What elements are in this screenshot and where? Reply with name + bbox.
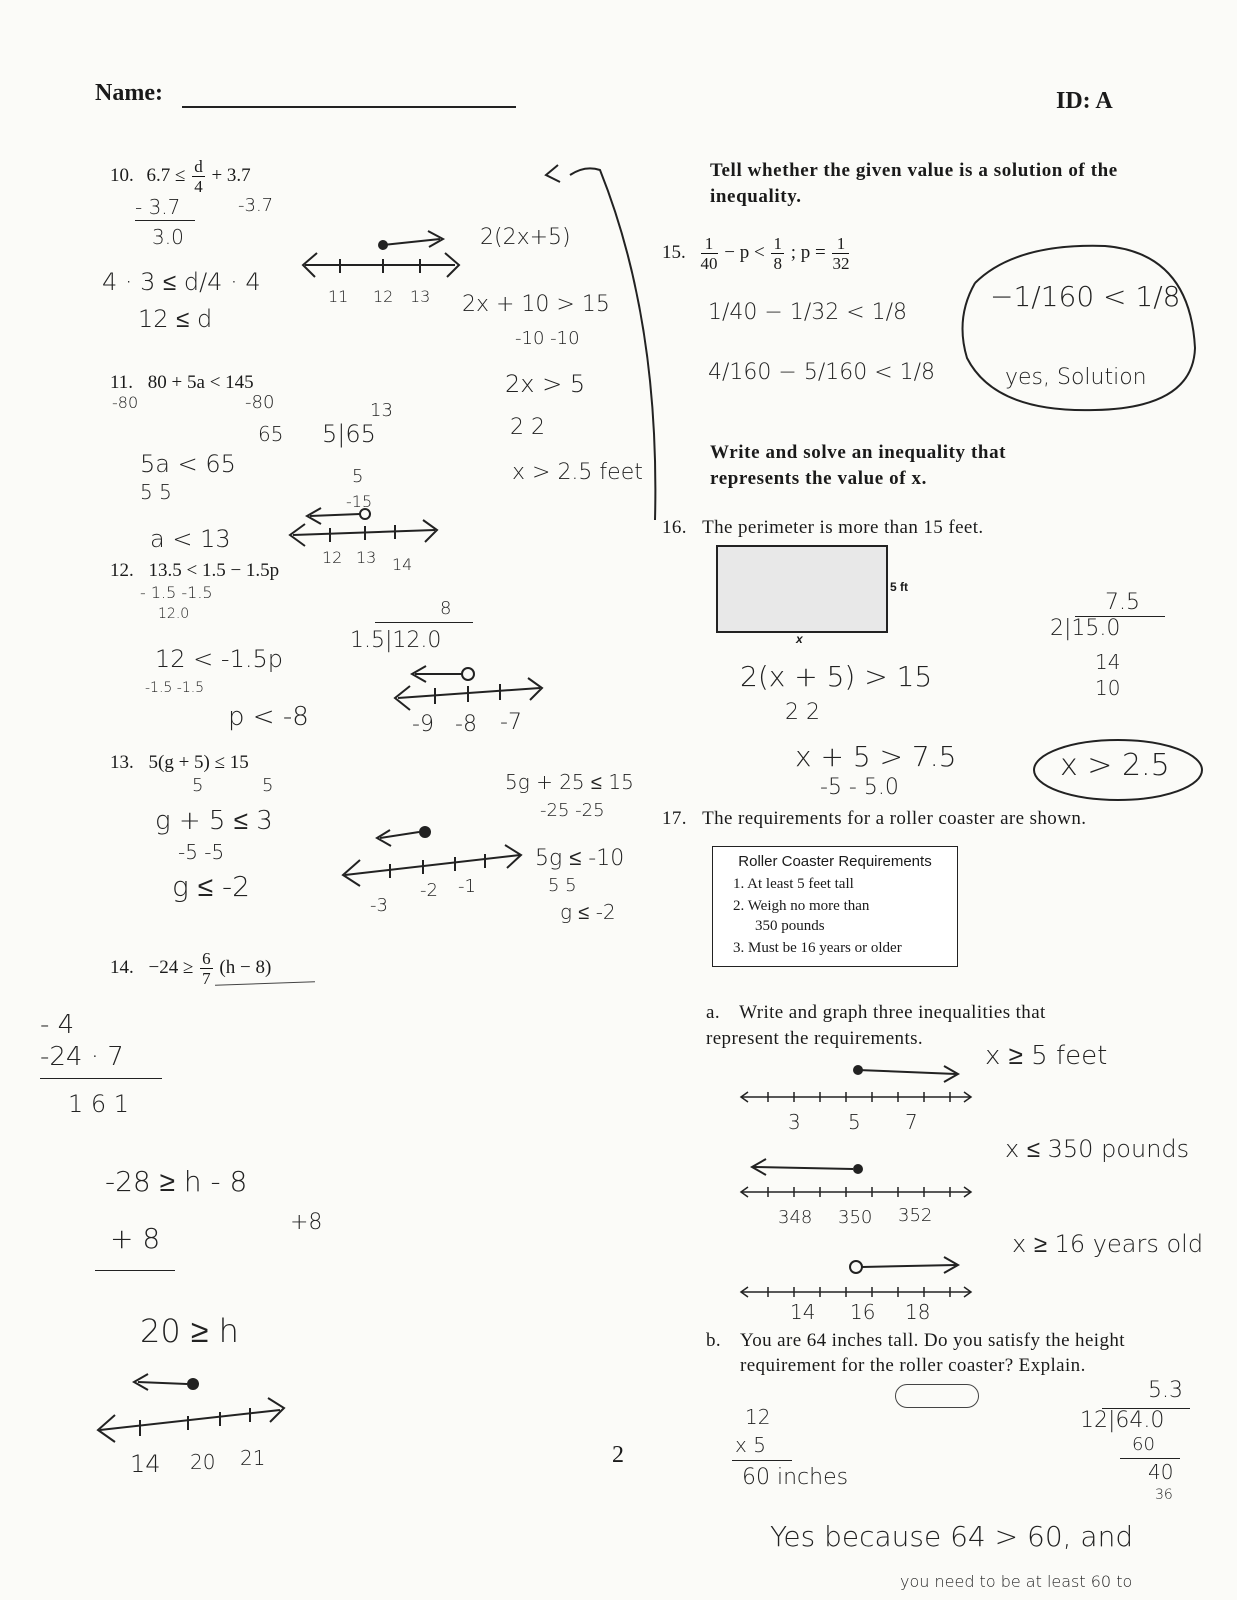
work-17-e: x 5 bbox=[735, 1433, 766, 1457]
nl-17c-label-3: 18 bbox=[905, 1300, 931, 1324]
problem-15-fraction-2: $\frac{1}{8}$ bbox=[773, 234, 782, 273]
nl-17b-label-1: 348 bbox=[778, 1207, 813, 1228]
problem-15-middle: − p < bbox=[724, 241, 765, 263]
work-16-e: x > 2.5 bbox=[1060, 748, 1170, 783]
work-13-b: 5 bbox=[262, 775, 274, 796]
work-13-g: -25 -25 bbox=[540, 800, 605, 821]
problem-10 bbox=[110, 158, 251, 195]
work-11-c: 65 bbox=[258, 422, 284, 446]
nl-17c-label-1: 14 bbox=[790, 1300, 816, 1324]
work-12-e: p < -8 bbox=[228, 702, 309, 732]
problem-15-fraction-3: $\frac{1}{32}$ bbox=[832, 234, 850, 273]
part-b bbox=[706, 1328, 1126, 1378]
work-10-a: - 3.7 bbox=[135, 195, 181, 219]
work-13-f: 5g + 25 ≤ 15 bbox=[505, 770, 634, 794]
work-13-c: g + 5 ≤ 3 bbox=[155, 806, 273, 836]
problem-10-rhs: + 3.7 bbox=[211, 164, 251, 186]
part-a-text: Write and graph three inequalities that represent the requirements. bbox=[706, 1002, 1046, 1049]
work-17-f: 60 inches bbox=[742, 1465, 849, 1490]
work-15-b: 4/160 − 5/160 < 1/8 bbox=[708, 360, 936, 385]
nl-12-label-3: -7 bbox=[500, 710, 522, 735]
work-15-circle bbox=[955, 238, 1205, 423]
work-16-b: 2 2 bbox=[785, 700, 820, 725]
problem-10-number: 10. bbox=[110, 164, 134, 186]
nl-13-label-2: -2 bbox=[420, 880, 438, 901]
part-b-text: You are 64 inches tall. Do you satisfy the height requirement for the roller coaster? Explain. bbox=[740, 1330, 1125, 1376]
rectangle-figure bbox=[716, 545, 888, 633]
work-13-i: 5 5 bbox=[548, 875, 577, 896]
number-line-17-a bbox=[738, 1060, 978, 1110]
work-13-h: 5g ≤ -10 bbox=[535, 846, 625, 871]
work-17-k: 36 bbox=[1155, 1487, 1173, 1503]
problem-12-number: 12. bbox=[110, 560, 134, 581]
instruction-tell-solution: Tell whether the given value is a solution of the inequality. bbox=[710, 160, 1118, 207]
work-14-a: - 4 bbox=[40, 1010, 75, 1040]
work-11-e: 5 5 bbox=[140, 480, 172, 504]
work-11-b: -80 bbox=[245, 392, 275, 413]
nl-12-label-1: -9 bbox=[412, 712, 434, 737]
side-work-4: 2x > 5 bbox=[505, 370, 586, 398]
work-17-l: Yes because 64 > 60, and bbox=[770, 1520, 1134, 1553]
side-work-1: 2(2x+5) bbox=[480, 225, 571, 250]
nl-12-label-2: -8 bbox=[455, 712, 477, 737]
work-17-c: x ≥ 16 years old bbox=[1012, 1230, 1204, 1258]
problem-11 bbox=[110, 372, 254, 394]
side-arrow bbox=[540, 160, 680, 540]
work-14-f: +8 bbox=[290, 1210, 323, 1235]
work-16-h: 14 bbox=[1095, 650, 1121, 674]
problem-14-rhs: (h − 8) bbox=[219, 956, 272, 978]
work-10-e: 12 ≤ d bbox=[138, 305, 213, 333]
nl-17a-label-2: 5 bbox=[848, 1110, 861, 1134]
work-17-g: 5.3 bbox=[1148, 1378, 1183, 1403]
work-13-a: 5 bbox=[192, 775, 204, 796]
problem-17 bbox=[662, 808, 1086, 830]
work-17-i: 60 bbox=[1132, 1434, 1155, 1455]
work-11-j: -15 bbox=[346, 492, 373, 511]
work-13-j: g ≤ -2 bbox=[560, 900, 616, 924]
side-work-2: 2x + 10 > 15 bbox=[462, 292, 610, 317]
problem-16 bbox=[662, 517, 984, 539]
nl-10-label-1: 11 bbox=[328, 287, 349, 306]
work-15-c: −1/160 < 1/8 bbox=[990, 280, 1181, 313]
work-16-i: 10 bbox=[1095, 676, 1121, 700]
work-16-g: 2|15.0 bbox=[1050, 616, 1121, 641]
problem-14 bbox=[110, 950, 271, 987]
scribble-out bbox=[895, 1384, 979, 1408]
nl-11-label-3: 14 bbox=[392, 555, 413, 574]
work-17-d: 12 bbox=[745, 1405, 771, 1429]
requirement-2-cont: 350 pounds bbox=[755, 918, 825, 934]
problem-13-number: 13. bbox=[110, 752, 134, 773]
work-15-a: 1/40 − 1/32 < 1/8 bbox=[708, 300, 908, 325]
part-a-label: a. bbox=[706, 1002, 720, 1023]
problem-13-expression: 5(g + 5) ≤ 15 bbox=[148, 752, 249, 773]
work-14-d: -28 ≥ h - 8 bbox=[105, 1165, 248, 1198]
work-16-d: -5 - 5.0 bbox=[820, 775, 899, 800]
name-label: Name: bbox=[95, 80, 163, 106]
number-line-12 bbox=[390, 660, 550, 720]
work-12-f: 8 bbox=[440, 598, 452, 619]
work-15-d: yes, Solution bbox=[1005, 365, 1147, 390]
requirement-1: 1. At least 5 feet tall bbox=[733, 876, 854, 892]
work-17-b: x ≤ 350 pounds bbox=[1005, 1135, 1190, 1163]
work-11-f: a < 13 bbox=[150, 525, 231, 553]
work-14-b: -24 · 7 bbox=[40, 1042, 124, 1072]
rectangle-side-label: 5 ft bbox=[890, 580, 908, 594]
side-work-3: -10 -10 bbox=[515, 328, 580, 349]
problem-12-expression: 13.5 < 1.5 − 1.5p bbox=[148, 560, 280, 581]
problem-14-fraction: $\frac{6}{7}$ bbox=[202, 949, 211, 988]
work-17-bracket bbox=[1102, 1408, 1190, 1409]
problem-12 bbox=[110, 560, 279, 582]
nl-13-label-1: -3 bbox=[370, 895, 388, 916]
work-12-g: 1.5|12.0 bbox=[350, 628, 442, 653]
side-work-6: x > 2.5 feet bbox=[512, 460, 643, 485]
nl-11-label-2: 13 bbox=[356, 548, 377, 567]
nl-11-label-1: 12 bbox=[322, 548, 343, 567]
work-14-rule-1 bbox=[40, 1078, 162, 1079]
problem-15-fraction-1: $\frac{1}{40}$ bbox=[700, 234, 718, 273]
part-b-label: b. bbox=[706, 1330, 722, 1351]
problem-16-text: The perimeter is more than 15 feet. bbox=[702, 517, 984, 538]
work-17-m: you need to be at least 60 to bbox=[900, 1572, 1133, 1591]
work-17-rule-2 bbox=[1120, 1458, 1180, 1459]
problem-17-text: The requirements for a roller coaster are shown. bbox=[702, 808, 1087, 829]
problem-16-number: 16. bbox=[662, 517, 687, 538]
problem-17-number: 17. bbox=[662, 808, 687, 829]
problem-13 bbox=[110, 752, 249, 774]
work-17-h: 12|64.0 bbox=[1080, 1408, 1165, 1433]
problem-14-number: 14. bbox=[110, 956, 134, 978]
work-14-e: + 8 bbox=[110, 1222, 161, 1255]
work-16-f: 7.5 bbox=[1105, 590, 1140, 615]
problem-14-lhs: −24 ≥ bbox=[148, 956, 194, 978]
work-14-c: 1 6 1 bbox=[68, 1090, 130, 1118]
rectangle-bottom-label: x bbox=[796, 632, 803, 646]
work-11-g: 13 bbox=[370, 400, 393, 421]
work-12-b: 12.0 bbox=[158, 606, 190, 622]
work-12-c: 12 < -1.5p bbox=[155, 645, 283, 673]
nl-14-label-3: 21 bbox=[240, 1446, 266, 1470]
work-11-i: 5 bbox=[352, 466, 364, 487]
problem-15-separator: ; p = bbox=[790, 241, 826, 263]
requirements-title: Roller Coaster Requirements bbox=[738, 853, 932, 870]
nl-17a-label-1: 3 bbox=[788, 1110, 801, 1134]
requirement-3: 3. Must be 16 years or older bbox=[733, 940, 902, 956]
work-16-c: x + 5 > 7.5 bbox=[795, 740, 957, 773]
work-12-bracket bbox=[375, 622, 473, 623]
work-12-a: - 1.5 -1.5 bbox=[140, 583, 213, 602]
requirement-2: 2. Weigh no more than bbox=[733, 898, 870, 914]
page-number: 2 bbox=[612, 1442, 624, 1468]
nl-14-label-1: 14 bbox=[130, 1450, 161, 1478]
work-14-rule-2 bbox=[95, 1270, 175, 1271]
number-line-14 bbox=[90, 1370, 300, 1450]
problem-10-fraction: $\frac{d}{4}$ bbox=[194, 157, 203, 196]
work-13-d: -5 -5 bbox=[178, 840, 225, 864]
work-10-rule bbox=[135, 220, 195, 221]
problem-11-expression: 80 + 5a < 145 bbox=[147, 372, 254, 393]
work-12-d: -1.5 -1.5 bbox=[145, 680, 205, 696]
nl-10-label-2: 12 bbox=[373, 287, 394, 306]
work-17-rule bbox=[732, 1460, 792, 1461]
nl-10-label-3: 13 bbox=[410, 287, 431, 306]
number-line-17-b bbox=[738, 1155, 978, 1205]
id-label: ID: A bbox=[1056, 88, 1113, 114]
work-13-e: g ≤ -2 bbox=[172, 870, 250, 903]
work-17-j: 40 bbox=[1148, 1460, 1174, 1484]
work-16-bracket bbox=[1075, 616, 1165, 617]
nl-13-label-3: -1 bbox=[458, 876, 476, 897]
work-11-h: 5|65 bbox=[322, 420, 376, 448]
problem-15-number: 15. bbox=[662, 241, 686, 263]
problem-15 bbox=[662, 235, 851, 272]
nl-14-label-2: 20 bbox=[190, 1450, 216, 1474]
requirements-box bbox=[712, 846, 958, 967]
work-17-a: x ≥ 5 feet bbox=[985, 1041, 1108, 1071]
problem-10-lhs: 6.7 ≤ bbox=[146, 164, 186, 186]
problem-11-number: 11. bbox=[110, 372, 134, 393]
work-10-c: -3.7 bbox=[238, 195, 274, 216]
number-line-17-c bbox=[738, 1255, 978, 1305]
nl-17b-label-3: 352 bbox=[898, 1205, 933, 1226]
nl-17c-label-2: 16 bbox=[850, 1300, 876, 1324]
work-14-g: 20 ≥ h bbox=[140, 1312, 239, 1350]
instruction-write-solve: Write and solve an inequality that represents the value of x. bbox=[710, 442, 1007, 489]
nl-17b-label-2: 350 bbox=[838, 1207, 873, 1228]
work-11-d: 5a < 65 bbox=[140, 450, 236, 478]
work-10-b: 3.0 bbox=[152, 225, 184, 249]
work-16-a: 2(x + 5) > 15 bbox=[740, 660, 933, 693]
work-10-d: 4 · 3 ≤ d/4 · 4 bbox=[102, 268, 261, 296]
work-11-a: -80 bbox=[112, 393, 139, 412]
nl-17a-label-3: 7 bbox=[905, 1110, 918, 1134]
side-work-5: 2 2 bbox=[510, 415, 545, 440]
name-line[interactable] bbox=[182, 106, 516, 108]
